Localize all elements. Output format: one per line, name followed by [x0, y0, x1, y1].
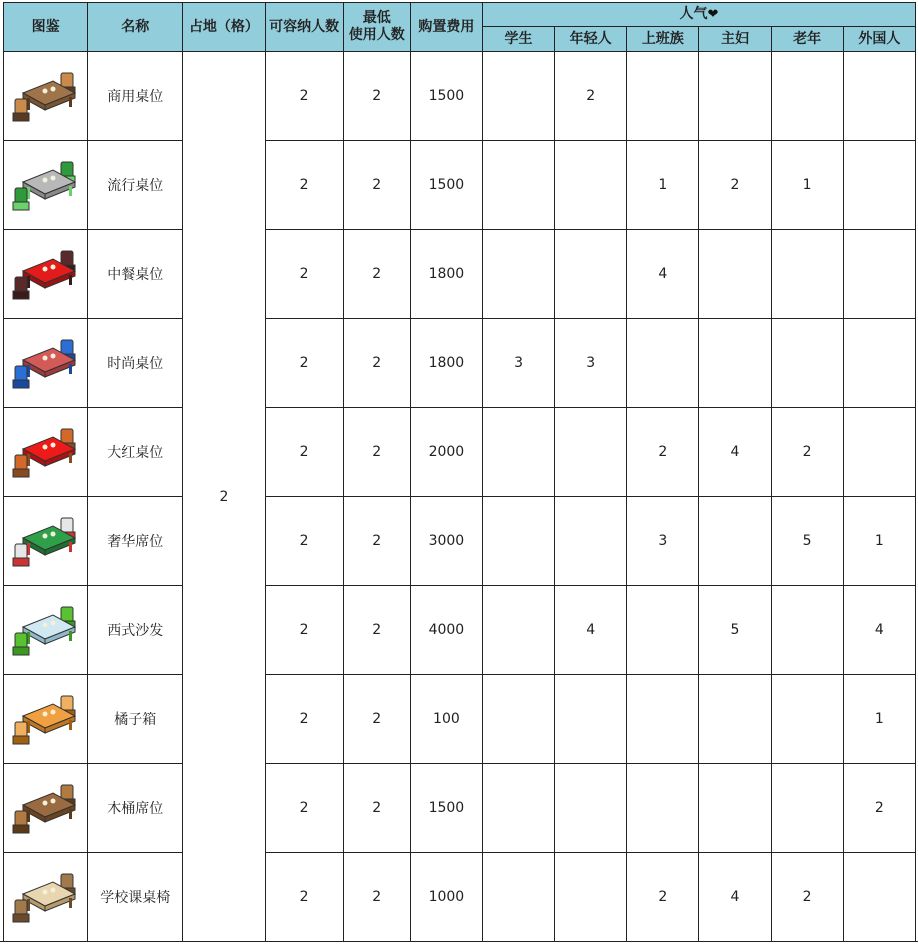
- cell-name: 学校课桌椅: [88, 853, 183, 942]
- cell-popularity-5: [843, 141, 915, 230]
- table-row: [4, 586, 916, 675]
- cell-popularity-2: 4: [627, 230, 699, 319]
- header-group-2: 上班族: [627, 27, 699, 52]
- heart-icon: ❤: [707, 7, 719, 22]
- header-capacity: 可容纳人数: [265, 3, 343, 52]
- cell-min: 2: [343, 408, 410, 497]
- wooden-barrel-table-icon: [4, 775, 87, 841]
- cell-capacity: 2: [265, 853, 343, 942]
- table-row: [4, 408, 916, 497]
- cell-price: 1500: [410, 141, 482, 230]
- header-area: 占地（格）: [183, 3, 265, 52]
- cell-popularity-4: 5: [771, 497, 843, 586]
- header-min-users: [343, 3, 410, 52]
- cell-min: 2: [343, 52, 410, 141]
- table-row: [4, 319, 916, 408]
- cell-name: 橘子箱: [88, 675, 183, 764]
- cell-capacity: 2: [265, 497, 343, 586]
- furniture-image: [4, 408, 88, 497]
- table-row: [4, 497, 916, 586]
- blue-chairs-table-icon: [4, 330, 87, 396]
- cell-popularity-4: 1: [771, 141, 843, 230]
- school-desk-icon: [4, 864, 87, 930]
- cell-popularity-3: 5: [699, 586, 771, 675]
- cell-popularity-5: 2: [843, 764, 915, 853]
- header-group-1: 年轻人: [555, 27, 627, 52]
- cell-price: 100: [410, 675, 482, 764]
- green-table-chairs-icon: [4, 152, 87, 218]
- cell-popularity-1: [555, 764, 627, 853]
- header-min-users-line2: 使用人数: [348, 27, 405, 43]
- cell-popularity-3: 4: [699, 408, 771, 497]
- cell-popularity-4: [771, 52, 843, 141]
- cell-popularity-5: [843, 52, 915, 141]
- cell-capacity: 2: [265, 675, 343, 764]
- cell-popularity-0: [482, 675, 554, 764]
- cell-popularity-3: [699, 52, 771, 141]
- cell-min: 2: [343, 141, 410, 230]
- cell-min: 2: [343, 319, 410, 408]
- furniture-image: [4, 497, 88, 586]
- cell-name: 大红桌位: [88, 408, 183, 497]
- furniture-image: [4, 141, 88, 230]
- cell-popularity-0: [482, 141, 554, 230]
- cell-popularity-1: [555, 497, 627, 586]
- cell-min: 2: [343, 675, 410, 764]
- cell-popularity-2: 2: [627, 853, 699, 942]
- cell-popularity-4: [771, 675, 843, 764]
- furniture-image: [4, 230, 88, 319]
- table-row: [4, 853, 916, 942]
- luxury-table-icon: [4, 508, 87, 574]
- header-icon: 图鉴: [4, 3, 88, 52]
- cell-popularity-0: [482, 408, 554, 497]
- cell-popularity-0: [482, 586, 554, 675]
- cell-min: 2: [343, 230, 410, 319]
- furniture-image: [4, 319, 88, 408]
- orange-crate-icon: [4, 686, 87, 752]
- cell-price: 1800: [410, 230, 482, 319]
- cell-popularity-5: [843, 853, 915, 942]
- cell-popularity-3: [699, 230, 771, 319]
- table-row: [4, 230, 916, 319]
- cell-popularity-3: 2: [699, 141, 771, 230]
- cell-popularity-0: [482, 764, 554, 853]
- cell-popularity-5: 1: [843, 497, 915, 586]
- cell-name: 时尚桌位: [88, 319, 183, 408]
- cell-popularity-4: [771, 764, 843, 853]
- cell-popularity-2: [627, 319, 699, 408]
- big-red-table-icon: [4, 419, 87, 485]
- cell-popularity-1: [555, 675, 627, 764]
- cell-popularity-2: [627, 764, 699, 853]
- header-popularity: [482, 3, 915, 27]
- furniture-image: [4, 586, 88, 675]
- cell-popularity-1: [555, 141, 627, 230]
- cell-popularity-4: [771, 586, 843, 675]
- header-group-5: 外国人: [843, 27, 915, 52]
- cell-min: 2: [343, 497, 410, 586]
- cell-popularity-3: [699, 319, 771, 408]
- cell-popularity-2: 1: [627, 141, 699, 230]
- cell-capacity: 2: [265, 408, 343, 497]
- cell-popularity-4: 2: [771, 853, 843, 942]
- cell-name: 奢华席位: [88, 497, 183, 586]
- cell-capacity: 2: [265, 141, 343, 230]
- cell-popularity-2: [627, 586, 699, 675]
- cell-name: 西式沙发: [88, 586, 183, 675]
- cell-popularity-1: 3: [555, 319, 627, 408]
- header-popularity-label: 人气: [679, 6, 708, 22]
- cell-name: 中餐桌位: [88, 230, 183, 319]
- cell-min: 2: [343, 586, 410, 675]
- cell-popularity-2: [627, 52, 699, 141]
- cell-price: 1000: [410, 853, 482, 942]
- cell-popularity-3: [699, 497, 771, 586]
- cell-popularity-1: 4: [555, 586, 627, 675]
- cell-popularity-4: 2: [771, 408, 843, 497]
- header-group-0: 学生: [482, 27, 554, 52]
- cell-popularity-0: 3: [482, 319, 554, 408]
- cell-popularity-4: [771, 230, 843, 319]
- furniture-image: [4, 853, 88, 942]
- cell-popularity-1: [555, 230, 627, 319]
- cell-popularity-5: [843, 408, 915, 497]
- header-group-3: 主妇: [699, 27, 771, 52]
- cell-popularity-2: [627, 675, 699, 764]
- header-name: 名称: [88, 3, 183, 52]
- western-sofa-icon: [4, 597, 87, 663]
- table-row: [4, 52, 916, 141]
- cell-popularity-1: [555, 408, 627, 497]
- cell-name: 木桶席位: [88, 764, 183, 853]
- table-row: [4, 764, 916, 853]
- cell-capacity: 2: [265, 52, 343, 141]
- cell-price: 1500: [410, 52, 482, 141]
- cell-min: 2: [343, 764, 410, 853]
- brown-table-chairs-icon: [4, 63, 87, 129]
- furniture-image: [4, 675, 88, 764]
- cell-popularity-0: [482, 853, 554, 942]
- cell-popularity-0: [482, 497, 554, 586]
- furniture-table: [3, 2, 916, 942]
- cell-popularity-0: [482, 52, 554, 141]
- cell-popularity-2: 3: [627, 497, 699, 586]
- cell-popularity-5: [843, 230, 915, 319]
- cell-popularity-0: [482, 230, 554, 319]
- cell-price: 2000: [410, 408, 482, 497]
- cell-popularity-1: 2: [555, 52, 627, 141]
- cell-capacity: 2: [265, 586, 343, 675]
- cell-price: 1500: [410, 764, 482, 853]
- furniture-image: [4, 764, 88, 853]
- cell-popularity-5: 1: [843, 675, 915, 764]
- furniture-image: [4, 52, 88, 141]
- cell-popularity-3: [699, 764, 771, 853]
- cell-price: 3000: [410, 497, 482, 586]
- cell-name: 流行桌位: [88, 141, 183, 230]
- cell-popularity-5: [843, 319, 915, 408]
- cell-capacity: 2: [265, 230, 343, 319]
- cell-popularity-3: 4: [699, 853, 771, 942]
- header-price: 购置费用: [410, 3, 482, 52]
- cell-popularity-5: 4: [843, 586, 915, 675]
- cell-popularity-2: 2: [627, 408, 699, 497]
- header-min-users-line1: 最低: [362, 10, 391, 26]
- table-row: [4, 675, 916, 764]
- cell-popularity-3: [699, 675, 771, 764]
- cell-popularity-1: [555, 853, 627, 942]
- cell-capacity: 2: [265, 764, 343, 853]
- table-bottom-edge: [0, 941, 918, 946]
- cell-popularity-4: [771, 319, 843, 408]
- red-chinese-table-icon: [4, 241, 87, 307]
- header-group-4: 老年: [771, 27, 843, 52]
- cell-capacity: 2: [265, 319, 343, 408]
- cell-min: 2: [343, 853, 410, 942]
- table-row: [4, 141, 916, 230]
- cell-area: 2: [183, 52, 265, 942]
- cell-price: 1800: [410, 319, 482, 408]
- cell-price: 4000: [410, 586, 482, 675]
- cell-name: 商用桌位: [88, 52, 183, 141]
